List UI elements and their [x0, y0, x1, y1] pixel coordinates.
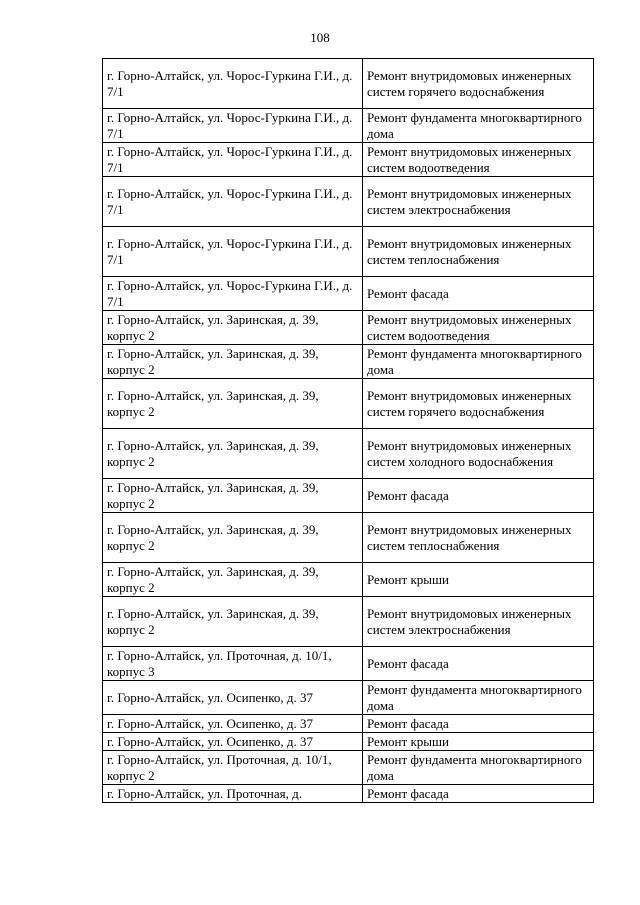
table-row: [103, 379, 594, 429]
address-cell: г. Горно-Алтайск, ул. Заринская, д. 39, корпус 2: [103, 379, 363, 429]
address-cell: г. Горно-Алтайск, ул. Чорос-Гуркина Г.И., д. 7/1: [103, 143, 363, 177]
address-cell: г. Горно-Алтайск, ул. Проточная, д. 10/1, корпус 2: [103, 751, 363, 785]
work-type-cell: Ремонт фундамента многоквартирного дома: [363, 345, 594, 379]
table-row: [103, 563, 594, 597]
address-cell: г. Горно-Алтайск, ул. Чорос-Гуркина Г.И., д. 7/1: [103, 59, 363, 109]
work-type-cell: Ремонт внутридомовых инженерных систем горячего водоснабжения: [363, 59, 594, 109]
work-type-cell: Ремонт фасада: [363, 479, 594, 513]
table-row: [103, 751, 594, 785]
work-type-cell: Ремонт фасада: [363, 647, 594, 681]
table-row: [103, 785, 594, 803]
work-type-cell: Ремонт фундамента многоквартирного дома: [363, 751, 594, 785]
address-cell: г. Горно-Алтайск, ул. Заринская, д. 39, корпус 2: [103, 345, 363, 379]
work-type-cell: Ремонт внутридомовых инженерных систем электроснабжения: [363, 177, 594, 227]
table-row: [103, 311, 594, 345]
work-type-cell: Ремонт внутридомовых инженерных систем холодного водоснабжения: [363, 429, 594, 479]
table-row: [103, 597, 594, 647]
work-type-cell: Ремонт внутридомовых инженерных систем теплоснабжения: [363, 513, 594, 563]
table-row: [103, 429, 594, 479]
table-row: [103, 227, 594, 277]
work-type-cell: Ремонт фундамента многоквартирного дома: [363, 109, 594, 143]
address-cell: г. Горно-Алтайск, ул. Заринская, д. 39, корпус 2: [103, 513, 363, 563]
table-body: [103, 59, 594, 803]
work-type-cell: Ремонт фасада: [363, 785, 594, 803]
repair-registry-table: [102, 58, 594, 803]
table-row: [103, 479, 594, 513]
work-type-cell: Ремонт внутридомовых инженерных систем электроснабжения: [363, 597, 594, 647]
work-type-cell: Ремонт внутридомовых инженерных систем теплоснабжения: [363, 227, 594, 277]
work-type-cell: Ремонт внутридомовых инженерных систем горячего водоснабжения: [363, 379, 594, 429]
address-cell: г. Горно-Алтайск, ул. Осипенко, д. 37: [103, 681, 363, 715]
work-type-cell: Ремонт фасада: [363, 277, 594, 311]
address-cell: г. Горно-Алтайск, ул. Заринская, д. 39, корпус 2: [103, 597, 363, 647]
address-cell: г. Горно-Алтайск, ул. Осипенко, д. 37: [103, 733, 363, 751]
table-row: [103, 345, 594, 379]
work-type-cell: Ремонт внутридомовых инженерных систем водоотведения: [363, 311, 594, 345]
work-type-cell: Ремонт крыши: [363, 733, 594, 751]
address-cell: г. Горно-Алтайск, ул. Чорос-Гуркина Г.И., д. 7/1: [103, 109, 363, 143]
address-cell: г. Горно-Алтайск, ул. Осипенко, д. 37: [103, 715, 363, 733]
page-number: 108: [310, 30, 330, 45]
address-cell: г. Горно-Алтайск, ул. Заринская, д. 39, корпус 2: [103, 479, 363, 513]
table-row: [103, 647, 594, 681]
address-cell: г. Горно-Алтайск, ул. Проточная, д.: [103, 785, 363, 803]
address-cell: г. Горно-Алтайск, ул. Заринская, д. 39, корпус 2: [103, 429, 363, 479]
address-cell: г. Горно-Алтайск, ул. Заринская, д. 39, корпус 2: [103, 563, 363, 597]
address-cell: г. Горно-Алтайск, ул. Чорос-Гуркина Г.И., д. 7/1: [103, 227, 363, 277]
table-row: [103, 715, 594, 733]
work-type-cell: Ремонт фасада: [363, 715, 594, 733]
table-row: [103, 143, 594, 177]
address-cell: г. Горно-Алтайск, ул. Заринская, д. 39, корпус 2: [103, 311, 363, 345]
table-row: [103, 681, 594, 715]
address-cell: г. Горно-Алтайск, ул. Чорос-Гуркина Г.И., д. 7/1: [103, 177, 363, 227]
table-row: [103, 59, 594, 109]
table-row: [103, 277, 594, 311]
address-cell: г. Горно-Алтайск, ул. Чорос-Гуркина Г.И., д. 7/1: [103, 277, 363, 311]
table-row: [103, 109, 594, 143]
address-cell: г. Горно-Алтайск, ул. Проточная, д. 10/1, корпус 3: [103, 647, 363, 681]
work-type-cell: Ремонт фундамента многоквартирного дома: [363, 681, 594, 715]
table-row: [103, 177, 594, 227]
table-row: [103, 733, 594, 751]
work-type-cell: Ремонт внутридомовых инженерных систем водоотведения: [363, 143, 594, 177]
work-type-cell: Ремонт крыши: [363, 563, 594, 597]
table-row: [103, 513, 594, 563]
